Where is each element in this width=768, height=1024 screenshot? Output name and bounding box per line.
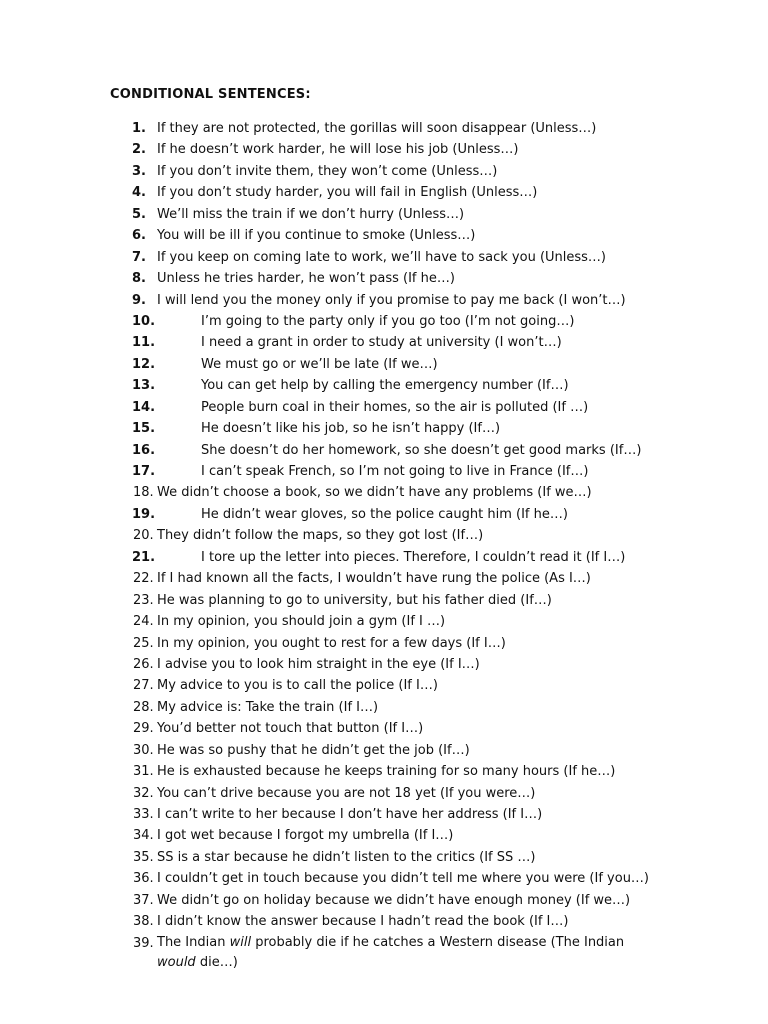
item-number: 34. bbox=[133, 828, 154, 844]
list-item bbox=[0, 418, 768, 439]
item-text: I tore up the letter into pieces. Therefore, I couldn’t read it (If I…) bbox=[201, 549, 626, 565]
item-number: 22. bbox=[133, 571, 154, 587]
list-item bbox=[0, 139, 768, 160]
sentence-list bbox=[0, 118, 768, 973]
list-item bbox=[0, 633, 768, 654]
item-number: 1. bbox=[132, 121, 146, 136]
item-number: 2. bbox=[132, 142, 146, 158]
list-item bbox=[0, 482, 768, 503]
item-number: 9. bbox=[132, 292, 146, 308]
item-text: You will be ill if you continue to smoke (Unless…) bbox=[157, 228, 476, 244]
list-item bbox=[0, 890, 768, 911]
item-text: They didn’t follow the maps, so they got lost (If…) bbox=[157, 528, 484, 544]
item-number: 14. bbox=[132, 399, 156, 415]
item-text: He is exhausted because he keeps training for so many hours (If he…) bbox=[157, 764, 616, 780]
item-number: 5. bbox=[132, 206, 146, 222]
item-text-continuation bbox=[157, 953, 647, 973]
item-text: You’d better not touch that button (If I…) bbox=[157, 721, 424, 737]
list-item bbox=[0, 568, 768, 589]
list-item bbox=[0, 740, 768, 761]
item-text: In my opinion, you should join a gym (If I …) bbox=[157, 614, 446, 630]
list-item bbox=[0, 290, 768, 311]
item-number: 26. bbox=[133, 656, 154, 672]
item-text-emphasis-will: will bbox=[229, 934, 252, 950]
item-text: We didn’t choose a book, so we didn’t have any problems (If we…) bbox=[157, 485, 592, 501]
list-item bbox=[0, 118, 768, 139]
item-text: If they are not protected, the gorillas will soon disappear (Unless…) bbox=[157, 121, 597, 136]
list-item bbox=[0, 783, 768, 804]
item-text-emphasis-would: would bbox=[157, 954, 196, 970]
item-text: My advice is: Take the train (If I…) bbox=[157, 699, 379, 715]
item-text: We didn’t go on holiday because we didn’t have enough money (If we…) bbox=[157, 892, 631, 908]
item-number: 24. bbox=[133, 614, 154, 630]
list-item bbox=[0, 354, 768, 375]
item-number: 36. bbox=[133, 871, 154, 887]
list-item bbox=[0, 461, 768, 482]
list-item bbox=[0, 804, 768, 825]
item-number: 6. bbox=[132, 228, 146, 244]
list-item bbox=[0, 654, 768, 675]
item-number: 19. bbox=[132, 506, 156, 522]
list-item bbox=[0, 868, 768, 889]
item-number: 4. bbox=[132, 185, 146, 201]
item-number: 33. bbox=[133, 807, 154, 822]
item-number: 38. bbox=[133, 914, 154, 930]
list-item bbox=[0, 332, 768, 353]
item-number: 28. bbox=[133, 699, 154, 715]
item-number: 25. bbox=[133, 635, 154, 651]
list-item bbox=[0, 225, 768, 246]
list-item bbox=[0, 675, 768, 696]
item-text: I advise you to look him straight in the eye (If I…) bbox=[157, 656, 480, 672]
item-text-part1: The Indian bbox=[157, 934, 230, 950]
list-item bbox=[0, 397, 768, 418]
item-number: 32. bbox=[133, 785, 154, 801]
item-text: I can’t write to her because I don’t have her address (If I…) bbox=[157, 807, 543, 822]
item-number: 31. bbox=[133, 764, 154, 780]
list-item bbox=[0, 504, 768, 525]
item-number: 16. bbox=[132, 442, 156, 458]
item-text: If he doesn’t work harder, he will lose his job (Unless…) bbox=[157, 142, 519, 158]
item-number: 17. bbox=[132, 464, 156, 479]
item-text: SS is a star because he didn’t listen to the critics (If SS …) bbox=[157, 849, 536, 865]
item-text: I didn’t know the answer because I hadn’t read the book (If I…) bbox=[157, 914, 569, 930]
list-item bbox=[0, 590, 768, 611]
item-text: She doesn’t do her homework, so she doesn’t get good marks (If…) bbox=[201, 442, 642, 458]
list-item bbox=[0, 547, 768, 568]
item-text: We’ll miss the train if we don’t hurry (Unless…) bbox=[157, 206, 465, 222]
item-text: My advice to you is to call the police (If I…) bbox=[157, 678, 438, 694]
item-text: I’m going to the party only if you go too (I’m not going…) bbox=[201, 313, 575, 329]
item-text: I couldn’t get in touch because you didn’t tell me where you were (If you…) bbox=[157, 871, 650, 887]
item-text: You can’t drive because you are not 18 yet (If you were…) bbox=[157, 785, 536, 801]
item-text: He didn’t wear gloves, so the police caught him (If he…) bbox=[201, 506, 568, 522]
item-number: 3. bbox=[132, 163, 146, 179]
item-text: We must go or we’ll be late (If we…) bbox=[201, 356, 438, 372]
item-text: If you don’t invite them, they won’t come (Unless…) bbox=[157, 163, 498, 179]
list-item bbox=[0, 247, 768, 268]
item-text-part3: die…) bbox=[195, 954, 238, 970]
item-number: 23. bbox=[133, 592, 154, 608]
list-item bbox=[0, 525, 768, 546]
list-item bbox=[0, 697, 768, 718]
list-item bbox=[0, 161, 768, 182]
item-text: You can get help by calling the emergency number (If…) bbox=[201, 378, 569, 394]
item-number: 35. bbox=[133, 849, 154, 865]
item-number: 37. bbox=[133, 892, 154, 908]
list-item bbox=[0, 375, 768, 396]
item-number: 13. bbox=[132, 378, 156, 394]
item-text: If you keep on coming late to work, we’ll have to sack you (Unless…) bbox=[157, 249, 606, 265]
list-item bbox=[0, 182, 768, 203]
item-number: 21. bbox=[132, 549, 156, 565]
item-text bbox=[157, 933, 647, 973]
item-number: 12. bbox=[132, 356, 156, 372]
list-item bbox=[0, 847, 768, 868]
item-text: People burn coal in their homes, so the air is polluted (If …) bbox=[201, 399, 589, 415]
list-item bbox=[0, 311, 768, 332]
item-number: 30. bbox=[133, 742, 154, 758]
list-item bbox=[0, 268, 768, 289]
item-text: If I had known all the facts, I wouldn’t have rung the police (As I…) bbox=[157, 571, 591, 587]
item-text: He was planning to go to university, but his father died (If…) bbox=[157, 592, 552, 608]
item-number: 15. bbox=[132, 421, 156, 437]
item-number: 11. bbox=[132, 335, 156, 351]
item-number: 20. bbox=[133, 528, 154, 544]
item-text: I will lend you the money only if you promise to pay me back (I won’t…) bbox=[157, 292, 626, 308]
item-text: I need a grant in order to study at university (I won’t…) bbox=[201, 335, 562, 351]
list-item bbox=[0, 933, 768, 973]
item-number: 29. bbox=[133, 721, 154, 737]
item-text: He was so pushy that he didn’t get the job (If…) bbox=[157, 742, 470, 758]
item-number: 10. bbox=[132, 313, 156, 329]
item-text-part2: probably die if he catches a Western disease (The Indian bbox=[251, 934, 625, 950]
item-number: 7. bbox=[132, 249, 146, 265]
item-text: He doesn’t like his job, so he isn’t happy (If…) bbox=[201, 421, 501, 437]
list-item bbox=[0, 440, 768, 461]
item-number: 39. bbox=[133, 935, 154, 951]
item-number: 18. bbox=[133, 485, 154, 501]
item-text: I can’t speak French, so I’m not going to live in France (If…) bbox=[201, 464, 589, 479]
item-text: I got wet because I forgot my umbrella (If I…) bbox=[157, 828, 454, 844]
list-item bbox=[0, 825, 768, 846]
item-number: 8. bbox=[132, 271, 146, 287]
item-number: 27. bbox=[133, 678, 154, 694]
page-title: CONDITIONAL SENTENCES: bbox=[110, 87, 311, 102]
list-item bbox=[0, 611, 768, 632]
item-text: Unless he tries harder, he won’t pass (If he…) bbox=[157, 271, 455, 287]
list-item bbox=[0, 718, 768, 739]
list-item bbox=[0, 204, 768, 225]
item-text: If you don’t study harder, you will fail in English (Unless…) bbox=[157, 185, 538, 201]
list-item bbox=[0, 761, 768, 782]
item-text: In my opinion, you ought to rest for a few days (If I…) bbox=[157, 635, 506, 651]
list-item bbox=[0, 911, 768, 932]
